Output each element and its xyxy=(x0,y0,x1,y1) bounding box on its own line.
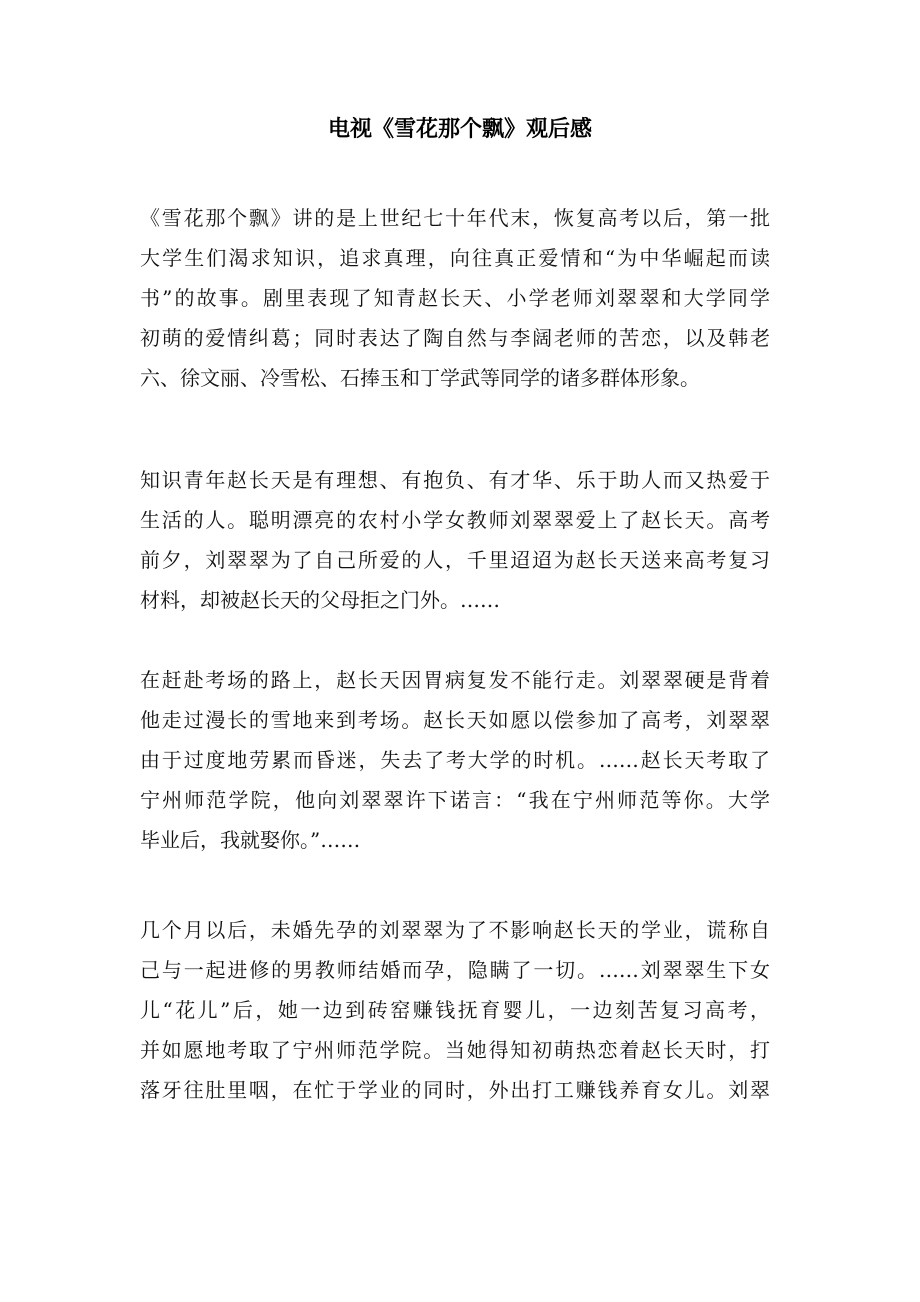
text-line: 落牙往肚里咽，在忙于学业的同时，外出打工赚钱养育女儿。刘翠 xyxy=(140,1078,770,1102)
text-line: 大学生们渴求知识，追求真理，向往真正爱情和“为中华崛起而读 xyxy=(140,246,770,270)
text-line: 材料，却被赵长天的父母拒之门外。…… xyxy=(140,588,500,612)
text-line: 由于过度地劳累而昏迷，失去了考大学的时机。……赵长天考取了 xyxy=(140,748,770,772)
document-title: 电视《雪花那个飘》观后感 xyxy=(327,116,592,142)
text-line: 毕业后，我就娶你。”…… xyxy=(140,828,361,852)
text-line: 己与一起进修的男教师结婚而孕，隐瞒了一切。……刘翠翠生下女 xyxy=(140,958,770,982)
paragraph-1 xyxy=(140,198,770,398)
text-line: 并如愿地考取了宁州师范学院。当她得知初萌热恋着赵长天时，打 xyxy=(140,1038,770,1062)
text-line: 生活的人。聪明漂亮的农村小学女教师刘翠翠爱上了赵长天。高考 xyxy=(140,508,770,532)
paragraph-3 xyxy=(140,660,770,860)
text-line: 知识青年赵长天是有理想、有抱负、有才华、乐于助人而又热爱于 xyxy=(140,468,770,492)
text-line: 书”的故事。剧里表现了知青赵长天、小学老师刘翠翠和大学同学 xyxy=(140,286,770,310)
text-line: 前夕，刘翠翠为了自己所爱的人，千里迢迢为赵长天送来高考复习 xyxy=(140,548,770,572)
text-line: 儿“花儿”后，她一边到砖窑赚钱抚育婴儿，一边刻苦复习高考， xyxy=(140,998,770,1022)
text-line: 《雪花那个飘》讲的是上世纪七十年代末，恢复高考以后，第一批 xyxy=(140,206,770,230)
text-line: 几个月以后，未婚先孕的刘翠翠为了不影响赵长天的学业，谎称自 xyxy=(140,918,770,942)
text-line: 他走过漫长的雪地来到考场。赵长天如愿以偿参加了高考，刘翠翠 xyxy=(140,708,770,732)
paragraph-2 xyxy=(140,460,770,620)
text-line: 在赶赴考场的路上，赵长天因胃病复发不能行走。刘翠翠硬是背着 xyxy=(140,668,770,692)
text-line: 六、徐文丽、冷雪松、石捧玉和丁学武等同学的诸多群体形象。 xyxy=(140,366,700,390)
paragraph-4 xyxy=(140,910,770,1110)
text-line: 初萌的爱情纠葛；同时表达了陶自然与李阔老师的苦恋，以及韩老 xyxy=(140,326,770,350)
text-line: 宁州师范学院，他向刘翠翠许下诺言：“我在宁州师范等你。大学 xyxy=(140,788,770,812)
